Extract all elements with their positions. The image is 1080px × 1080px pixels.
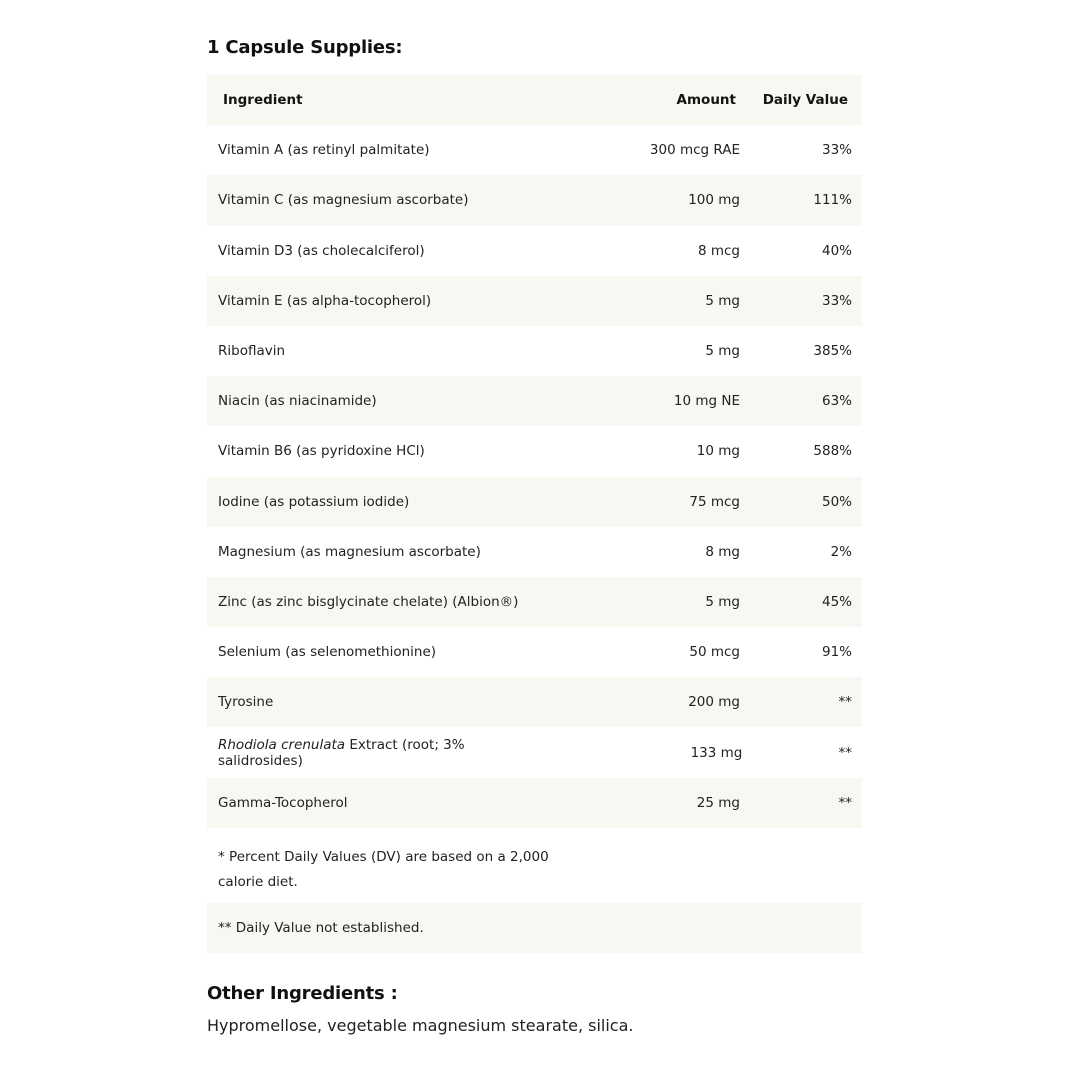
ingredient-daily-value: 45% [821, 593, 852, 610]
table-row [207, 226, 862, 276]
ingredient-daily-value: 63% [821, 393, 852, 410]
table-row [207, 426, 862, 476]
table-row [207, 527, 862, 577]
ingredient-amount: 8 mcg [697, 242, 740, 259]
ingredient-daily-value: 33% [821, 142, 852, 159]
ingredient-amount: 10 mg [696, 443, 740, 460]
ingredient-amount: 50 mcg [689, 644, 740, 661]
table-row [207, 677, 862, 727]
footnote-dv-basis [207, 828, 862, 903]
table-row [207, 778, 862, 828]
ingredient-daily-value: ** [838, 744, 852, 761]
table-row [207, 376, 862, 426]
ingredient-daily-value: 33% [821, 292, 852, 309]
ingredient-amount: 5 mg [705, 593, 740, 610]
supplies-title: 1 Capsule Supplies: [207, 37, 403, 58]
ingredient-name [207, 737, 547, 769]
table-header-row [207, 75, 862, 125]
ingredient-name: Vitamin E (as alpha-tocopherol) [218, 292, 432, 309]
ingredient-daily-value: 50% [821, 493, 852, 510]
ingredient-name-italic: Rhodiola crenulata [218, 736, 346, 753]
ingredient-name: Vitamin A (as retinyl palmitate) [218, 142, 430, 159]
header-ingredient: Ingredient [223, 92, 303, 109]
other-ingredients-title: Other Ingredients : [207, 983, 398, 1004]
ingredient-amount: 5 mg [705, 343, 740, 360]
table-row [207, 477, 862, 527]
table-row [207, 326, 862, 376]
ingredient-daily-value: ** [838, 794, 852, 811]
footnote-dv-basis-text: * Percent Daily Values (DV) are based on a 2,000 calorie diet. [218, 848, 549, 890]
table-row [207, 125, 862, 175]
ingredient-amount: 75 mcg [689, 493, 740, 510]
ingredient-amount: 5 mg [705, 292, 740, 309]
ingredient-name: Gamma-Tocopherol [218, 794, 348, 811]
ingredient-name: Selenium (as selenomethionine) [218, 644, 437, 661]
ingredient-name: Magnesium (as magnesium ascorbate) [218, 543, 481, 560]
ingredient-name: Vitamin C (as magnesium ascorbate) [218, 192, 469, 209]
footnote-not-established-text: ** Daily Value not established. [218, 919, 424, 936]
ingredient-amount: 100 mg [688, 192, 740, 209]
ingredient-name: Riboflavin [218, 343, 286, 360]
ingredient-name: Vitamin D3 (as cholecalciferol) [218, 242, 425, 259]
ingredient-name: Zinc (as zinc bisglycinate chelate) (Albion®) [218, 593, 519, 610]
ingredient-daily-value: 91% [821, 644, 852, 661]
other-ingredients-text: Hypromellose, vegetable magnesium stearate, silica. [207, 1016, 634, 1035]
table-row [207, 175, 862, 225]
table-row [207, 276, 862, 326]
table-row [207, 627, 862, 677]
ingredient-daily-value: 40% [821, 242, 852, 259]
header-amount: Amount [676, 92, 736, 109]
footnote-not-established [207, 903, 862, 953]
ingredient-amount: 133 mg [690, 744, 743, 761]
ingredient-name: Tyrosine [218, 694, 274, 711]
supplement-facts-table [207, 75, 862, 953]
ingredient-amount: 25 mg [696, 794, 740, 811]
ingredient-amount: 10 mg NE [673, 393, 740, 410]
table-row [207, 727, 862, 777]
ingredient-name: Vitamin B6 (as pyridoxine HCl) [218, 443, 425, 460]
ingredient-name-rest: Extract (root; 3% salidrosides) [218, 736, 465, 769]
ingredient-name: Iodine (as potassium iodide) [218, 493, 410, 510]
header-daily-value: Daily Value [762, 92, 848, 109]
ingredient-amount: 8 mg [705, 543, 740, 560]
ingredient-name: Niacin (as niacinamide) [218, 393, 377, 410]
ingredient-daily-value: 588% [813, 443, 852, 460]
ingredient-daily-value: ** [838, 694, 852, 711]
ingredient-daily-value: 111% [813, 192, 852, 209]
ingredient-amount: 200 mg [688, 694, 740, 711]
table-row [207, 577, 862, 627]
ingredient-amount: 300 mcg RAE [649, 142, 740, 159]
ingredient-daily-value: 2% [830, 543, 852, 560]
ingredient-daily-value: 385% [813, 343, 852, 360]
